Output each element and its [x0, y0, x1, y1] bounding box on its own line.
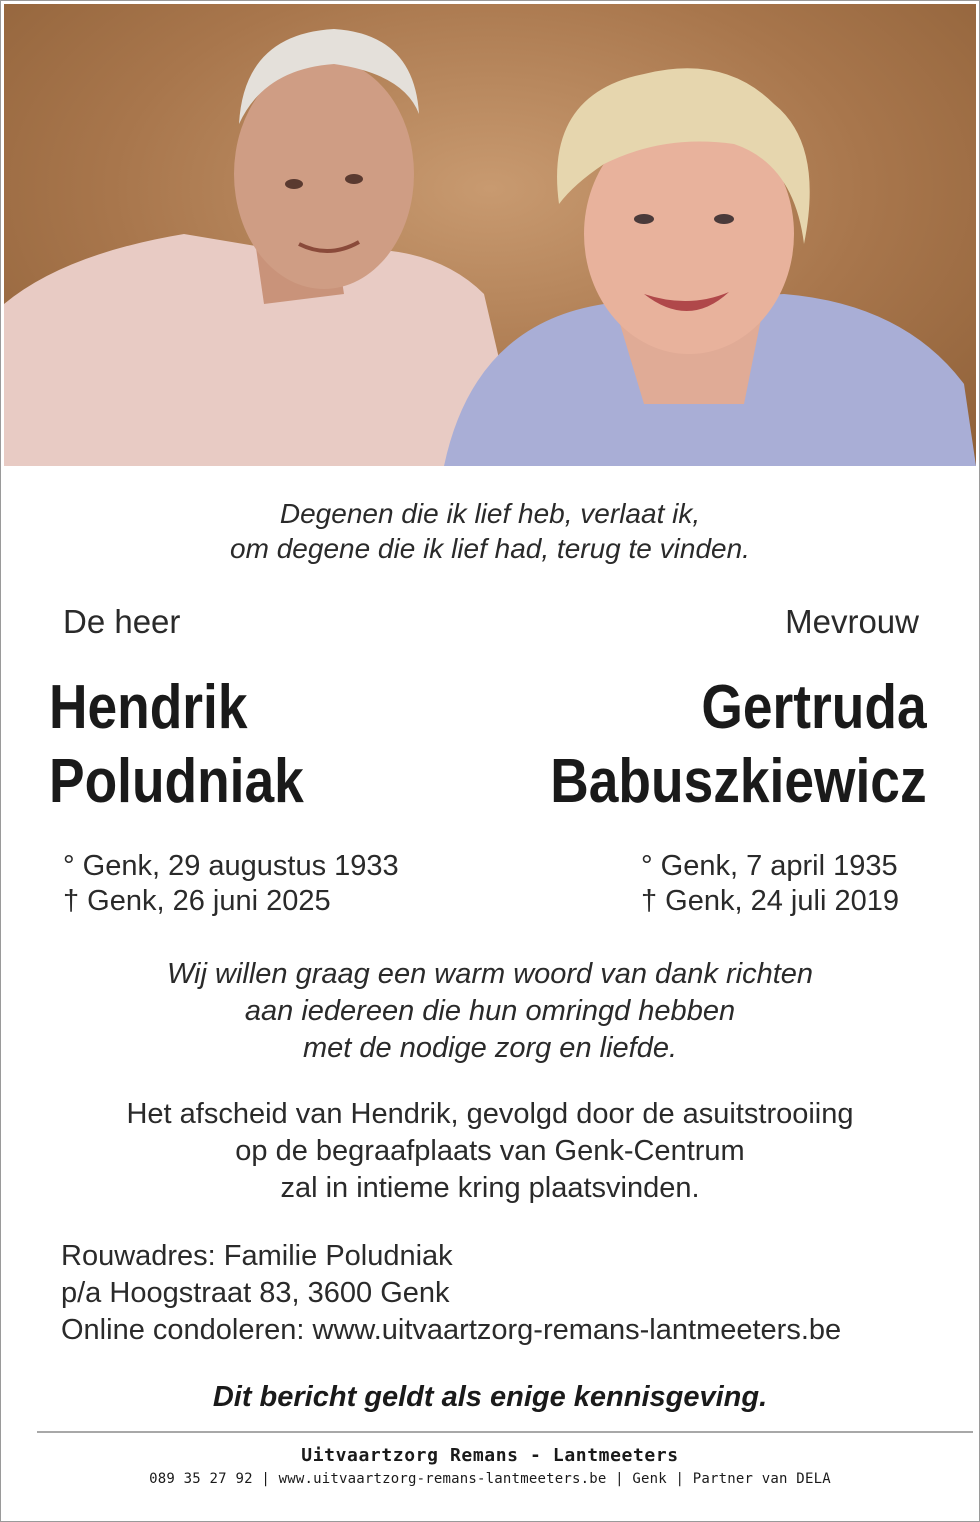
quote-line: Degenen die ik lief heb, verlaat ik, — [279, 498, 701, 529]
divider — [37, 1431, 973, 1433]
left-person-dates — [63, 849, 399, 919]
condolence-link[interactable]: Online condoleren: www.uitvaartzorg-remans-lantmeeters.be — [61, 1314, 842, 1346]
right-person-dates — [641, 849, 899, 919]
address-line: p/a Hoogstraat 83, 3600 Genk — [61, 1277, 450, 1309]
left-person-title: De heer — [63, 603, 181, 640]
left-person-name — [49, 671, 304, 819]
funeral-home-name: Uitvaartzorg Remans - Lantmeeters — [301, 1445, 679, 1466]
thanks-line: Wij willen graag een warm woord van dank richten — [166, 958, 814, 990]
farewell-line: Het afscheid van Hendrik, gevolgd door de asuitstrooiing — [126, 1098, 854, 1130]
left-person-first-name: Hendrik — [49, 673, 248, 742]
farewell-line: op de begraafplaats van Genk-Centrum — [235, 1135, 745, 1167]
left-person-death: † Genk, 26 juni 2025 — [63, 885, 331, 917]
right-person-name — [551, 671, 927, 819]
farewell-text — [1, 1096, 979, 1207]
opening-quote — [1, 496, 979, 566]
right-person-last-name: Babuszkiewicz — [550, 747, 927, 816]
right-person-death: † Genk, 24 juli 2019 — [641, 885, 899, 917]
couple-photo-illustration — [4, 4, 976, 466]
left-person-last-name: Poludniak — [49, 747, 304, 816]
farewell-line: zal in intieme kring plaatsvinden. — [280, 1172, 700, 1204]
left-person-birth: ° Genk, 29 augustus 1933 — [63, 850, 399, 882]
quote-line: om degene die ik lief had, terug te vinden. — [230, 533, 750, 564]
mourning-address — [61, 1238, 841, 1349]
notice-text: Dit bericht geldt als enige kennisgeving. — [212, 1381, 768, 1413]
address-line: Rouwadres: Familie Poludniak — [61, 1240, 453, 1272]
thanks-line: met de nodige zorg en liefde. — [302, 1032, 678, 1064]
right-person-title: Mevrouw — [785, 603, 919, 640]
right-person-first-name: Gertruda — [701, 673, 927, 742]
right-person-birth: ° Genk, 7 april 1935 — [641, 850, 898, 882]
couple-photo — [4, 4, 976, 466]
thanks-line: aan iedereen die hun omringd hebben — [244, 995, 736, 1027]
thanks-text — [1, 956, 979, 1067]
funeral-home-contact[interactable]: 089 35 27 92 | www.uitvaartzorg-remans-lantmeeters.be | Genk | Partner van DELA — [149, 1471, 831, 1487]
